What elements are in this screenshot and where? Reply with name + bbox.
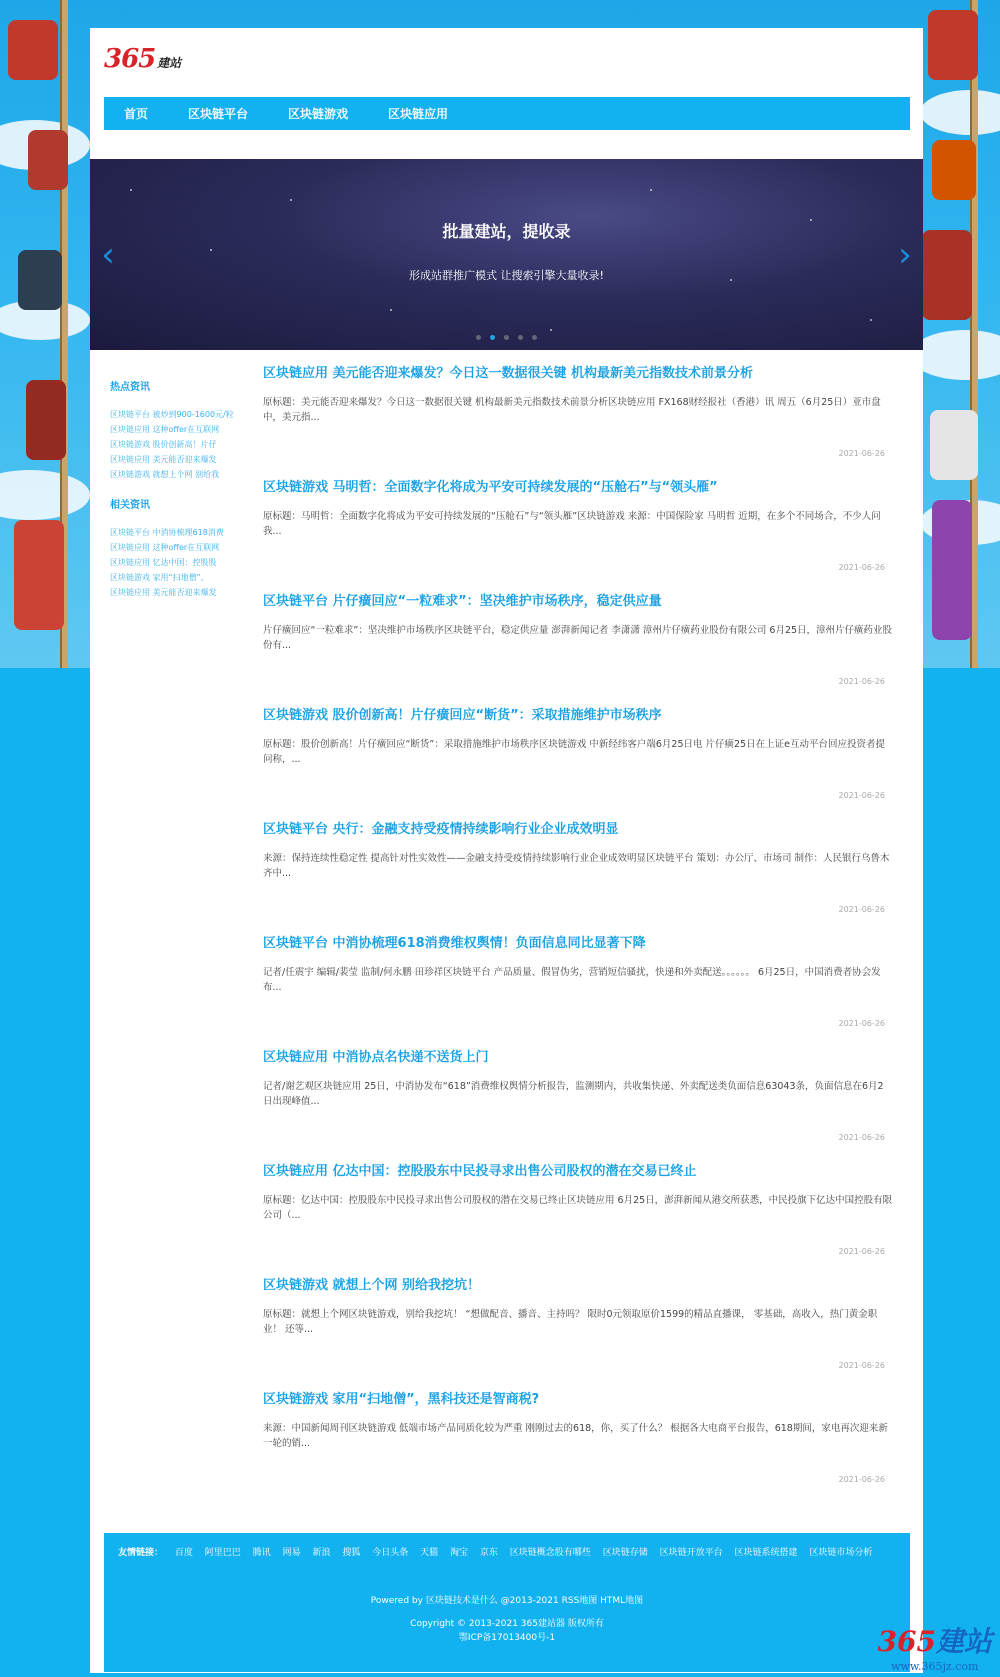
article-summary: 原标题：美元能否迎来爆发？今日这一数据很关键 机构最新美元指数技术前景分析区块链应用 FX168财经报社（香港）讯 周五（6月25日）亚市盘中，美元指... [263, 397, 881, 423]
banner-title: 批量建站，提收录 [442, 222, 571, 241]
article-date: 2021-06-26 [838, 1475, 885, 1484]
article-date: 2021-06-26 [838, 1247, 885, 1256]
friend-link[interactable]: 区块链概念股有哪些 [509, 1548, 591, 1558]
site-footer [104, 1533, 910, 1672]
related-news-item[interactable]: 区块链应用 美元能否迎来爆发 [110, 588, 217, 597]
main-nav [104, 97, 910, 130]
friend-link[interactable]: 今日头条 [372, 1548, 409, 1558]
article-item [263, 1049, 893, 1163]
article-title[interactable]: 区块链平台 片仔癀回应“一粒难求”：坚决维护市场秩序，稳定供应量 [263, 594, 662, 609]
banner-dot[interactable] [476, 335, 481, 340]
banner-prev-arrow-icon[interactable]: ‹ [101, 235, 115, 275]
article-date: 2021-06-26 [838, 1019, 885, 1028]
article-summary: 记者/任震宇 编辑/裴莹 监制/何永鹏 田珍祥区块链平台 产品质量、假冒伪劣，营销短信骚扰，快递和外卖配送。。。。。。 6月25日，中国消费者协会发布... [263, 967, 881, 993]
powered-by: Powered by 区块链技术是什么 @2013-2021 RSS地图 HTML地图 [370, 1596, 644, 1606]
watermark-url: www.365jz.com [891, 1660, 979, 1673]
related-news-item[interactable]: 区块链平台 中消协梳理618消费 [110, 528, 224, 537]
article-date: 2021-06-26 [838, 905, 885, 914]
friend-link[interactable]: 网易 [282, 1548, 301, 1558]
friend-link[interactable]: 百度 [174, 1548, 193, 1558]
article-summary: 来源：中国新闻周刊区块链游戏 低端市场产品同质化较为严重 刚刚过去的618，你，买了什么？ 根据各大电商平台报告，618期间，家电再次迎来新一轮的销... [263, 1423, 888, 1449]
friend-link[interactable]: 区块链市场分析 [809, 1548, 873, 1558]
friend-link[interactable]: 京东 [479, 1548, 498, 1558]
friend-link[interactable]: 淘宝 [450, 1548, 469, 1558]
article-item [263, 1163, 893, 1277]
article-summary: 原标题：亿达中国：控股股东中民投寻求出售公司股权的潜在交易已终止区块链应用 6月25日，澎湃新闻从港交所获悉，中民投旗下亿达中国控股有限公司（... [263, 1195, 893, 1221]
article-summary: 原标题：股价创新高！片仔癀回应“断货”：采取措施维护市场秩序区块链游戏 中新经纬客户端6月25日电 片仔癀25日在上证e互动平台回应投资者提问称，... [263, 739, 885, 765]
logo-text: 建站 [157, 56, 182, 70]
article-date: 2021-06-26 [838, 791, 885, 800]
article-item [263, 593, 893, 707]
related-news-item[interactable]: 区块链应用 这种offer在互联网 [110, 543, 220, 552]
friend-link[interactable]: 区块链系统搭建 [734, 1548, 798, 1558]
friend-links [118, 1545, 872, 1558]
article-summary: 原标题：就想上个网区块链游戏，别给我挖坑！ “想做配音、播音、主持吗？ 限时0元领取原价1599的精品直播课， 零基础，高收入，热门黄金职业！ 还等... [263, 1309, 878, 1335]
article-summary: 来源：保持连续性稳定性 提高针对性实效性——金融支持受疫情持续影响行业企业成效明显区块链平台 策划：办公厅、市场司 制作：人民银行乌鲁木齐中... [263, 853, 890, 879]
friend-link[interactable]: 区块链存储 [602, 1548, 648, 1558]
banner-dot-active[interactable] [490, 335, 495, 340]
sidebar [110, 378, 235, 614]
banner-dot[interactable] [532, 335, 537, 340]
nav-blockchain-platform[interactable]: 区块链平台 [188, 107, 249, 121]
article-item [263, 935, 893, 1049]
hot-news-item[interactable]: 区块链平台 被炒到900-1600元/粒 [110, 410, 234, 419]
watermark-number: 365 [877, 1625, 936, 1658]
banner-pagination [90, 325, 923, 344]
friend-links-label: 友情链接： [118, 1548, 164, 1558]
article-item [263, 821, 893, 935]
related-news-list [110, 525, 235, 600]
article-title[interactable]: 区块链应用 亿达中国：控股股东中民投寻求出售公司股权的潜在交易已终止 [263, 1164, 697, 1179]
article-date: 2021-06-26 [838, 1133, 885, 1142]
friend-link[interactable]: 搜狐 [342, 1548, 361, 1558]
banner-dot[interactable] [504, 335, 509, 340]
article-date: 2021-06-26 [838, 449, 885, 458]
related-news-item[interactable]: 区块链应用 亿达中国：控股股 [110, 558, 217, 567]
friend-link[interactable]: 新浪 [312, 1548, 331, 1558]
main-container [90, 28, 923, 1673]
right-decoration [910, 0, 1000, 668]
hot-news-list [110, 407, 235, 482]
hot-news-item[interactable]: 区块链游戏 股价创新高！片仔 [110, 440, 217, 449]
article-title[interactable]: 区块链平台 央行：金融支持受疫情持续影响行业企业成效明显 [263, 822, 619, 837]
copyright-text: Copyright © 2013-2021 365建站器 版权所有 [410, 1619, 604, 1629]
hot-news-title: 热点资讯 [110, 382, 150, 393]
article-item [263, 365, 893, 479]
site-logo[interactable] [104, 44, 181, 84]
article-title[interactable]: 区块链游戏 股价创新高！片仔癀回应“断货”：采取措施维护市场秩序 [263, 708, 662, 723]
article-summary: 原标题：马明哲：全面数字化将成为平安可持续发展的“压舱石”与“领头雁”区块链游戏 来源：中国保险家 马明哲 近期，在多个不同场合，不少人问我... [263, 511, 881, 537]
logo-number: 365 [104, 44, 156, 74]
article-item [263, 479, 893, 593]
article-title[interactable]: 区块链应用 中消协点名快递不送货上门 [263, 1050, 489, 1065]
banner-dot[interactable] [518, 335, 523, 340]
article-summary: 记者/谢艺观区块链应用 25日，中消协发布“618”消费维权舆情分析报告，监测期内，共收集快递、外卖配送类负面信息63043条，负面信息在6月2日出现峰值... [263, 1081, 884, 1107]
nav-blockchain-games[interactable]: 区块链游戏 [288, 107, 349, 121]
article-item [263, 707, 893, 821]
banner-next-arrow-icon[interactable]: › [898, 235, 912, 275]
article-list [263, 365, 893, 1505]
hot-news-item[interactable]: 区块链游戏 就想上个网 别给我 [110, 470, 220, 479]
friend-link[interactable]: 阿里巴巴 [204, 1548, 241, 1558]
article-item [263, 1391, 893, 1505]
article-item [263, 1277, 893, 1391]
banner-subtitle: 形成站群推广模式 让搜索引擎大量收录! [409, 269, 604, 282]
related-news-title: 相关资讯 [110, 500, 150, 511]
friend-link[interactable]: 天猫 [420, 1548, 439, 1558]
copyright [104, 1617, 910, 1645]
related-news-item[interactable]: 区块链游戏 家用“扫地僧”, [110, 573, 204, 582]
article-date: 2021-06-26 [838, 677, 885, 686]
hot-news-item[interactable]: 区块链应用 这种offer在互联网 [110, 425, 220, 434]
article-summary: 片仔癀回应“一粒难求”：坚决维护市场秩序区块链平台，稳定供应量 澎湃新闻记者 李潇潇 漳州片仔癀药业股份有限公司 6月25日，漳州片仔癀药业股份有... [263, 625, 893, 651]
article-title[interactable]: 区块链平台 中消协梳理618消费维权舆情！负面信息同比显著下降 [263, 936, 646, 951]
article-title[interactable]: 区块链游戏 马明哲：全面数字化将成为平安可持续发展的“压舱石”与“领头雁” [263, 480, 718, 495]
hero-banner [90, 159, 923, 350]
nav-home[interactable]: 首页 [124, 107, 149, 121]
nav-blockchain-apps[interactable]: 区块链应用 [388, 107, 449, 121]
article-title[interactable]: 区块链应用 美元能否迎来爆发？今日这一数据很关键 机构最新美元指数技术前景分析 [263, 366, 754, 381]
icp-number[interactable]: 鄂ICP备17013400号-1 [458, 1633, 556, 1643]
hot-news-item[interactable]: 区块链应用 美元能否迎来爆发 [110, 455, 217, 464]
friend-link[interactable]: 腾讯 [252, 1548, 271, 1558]
friend-link[interactable]: 区块链开放平台 [659, 1548, 723, 1558]
watermark-text: 建站 [935, 1625, 992, 1658]
article-date: 2021-06-26 [838, 1361, 885, 1370]
left-decoration [0, 0, 90, 668]
article-title[interactable]: 区块链游戏 家用“扫地僧”，黑科技还是智商税? [263, 1392, 540, 1407]
article-date: 2021-06-26 [838, 563, 885, 572]
article-title[interactable]: 区块链游戏 就想上个网 别给我挖坑！ [263, 1278, 481, 1293]
watermark-logo [878, 1620, 992, 1673]
